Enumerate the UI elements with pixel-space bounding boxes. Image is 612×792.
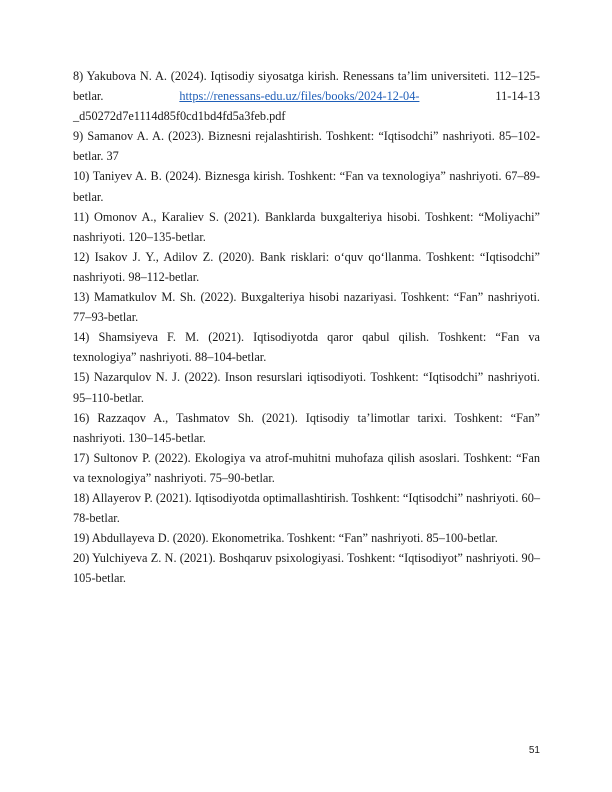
reference-item: 13) Mamatkulov M. Sh. (2022). Buxgalteriya hisobi nazariyasi. Toshkent: “Fan” nashriyoti. 77–93-betlar. (73, 290, 540, 325)
reference-item: 17) Sultonov P. (2022). Ekologiya va atrof-muhitni muhofaza qilish asoslari. Toshkent: “Fan va texnologiya” nashriyoti. 75–90-betlar. (73, 450, 540, 485)
reference-link[interactable]: https://renessans-edu.uz/files/books/2024-12-04- (179, 89, 420, 104)
reference-text: 11-14-13 _d50272d7e1114d85f0cd1bd4fd5a3feb.pdf (73, 89, 541, 124)
reference-item: 15) Nazarqulov N. J. (2022). Inson resurslari iqtisodiyoti. Toshkent: “Iqtisodchi” nashriyoti. 95–110-betlar. (73, 370, 540, 405)
reference-text: 8) Yakubova N. A. (2024). Iqtisodiy siyosatga kirish. Renessans ta’lim universiteti. 112–125-betlar. (73, 69, 540, 104)
page-number: 51 (528, 745, 540, 756)
reference-item: 11) Omonov A., Karaliev S. (2021). Banklarda buxgalteriya hisobi. Toshkent: “Moliyachi” nashriyoti. 120–135-betlar. (73, 209, 540, 244)
reference-item: 18) Allayerov P. (2021). Iqtisodiyotda optimallashtirish. Toshkent: “Iqtisodchi” nashriyoti. 60–78-betlar. (73, 490, 540, 526)
reference-item: 16) Razzaqov A., Tashmatov Sh. (2021). Iqtisodiy ta’limotlar tarixi. Toshkent: “Fan” nashriyoti. 130–145-betlar. (73, 410, 540, 445)
reference-item: 19) Abdullayeva D. (2020). Ekonometrika. Toshkent: “Fan” nashriyoti. 85–100-betlar. (73, 531, 498, 546)
reference-item: 10) Taniyev A. B. (2024). Biznesga kirish. Toshkent: “Fan va texnologiya” nashriyoti. 67–89-betlar. (73, 169, 540, 204)
reference-item: 20) Yulchiyeva Z. N. (2021). Boshqaruv psixologiyasi. Toshkent: “Iqtisodiyot” nashriyoti. 90–105-betlar. (73, 551, 540, 586)
reference-list (73, 66, 540, 588)
reference-item: 14) Shamsiyeva F. M. (2021). Iqtisodiyotda qaror qabul qilish. Toshkent: “Fan va texnologiya” nashriyoti. 88–104-betlar. (73, 330, 540, 365)
reference-item: 9) Samanov A. A. (2023). Biznesni rejalashtirish. Toshkent: “Iqtisodchi” nashriyoti. 85–102-betlar. 37 (73, 129, 540, 164)
reference-item: 12) Isakov J. Y., Adilov Z. (2020). Bank risklari: o‘quv qo‘llanma. Toshkent: “Iqtisodchi” nashriyoti. 98–112-betlar. (73, 249, 540, 284)
reference-item (73, 66, 540, 126)
